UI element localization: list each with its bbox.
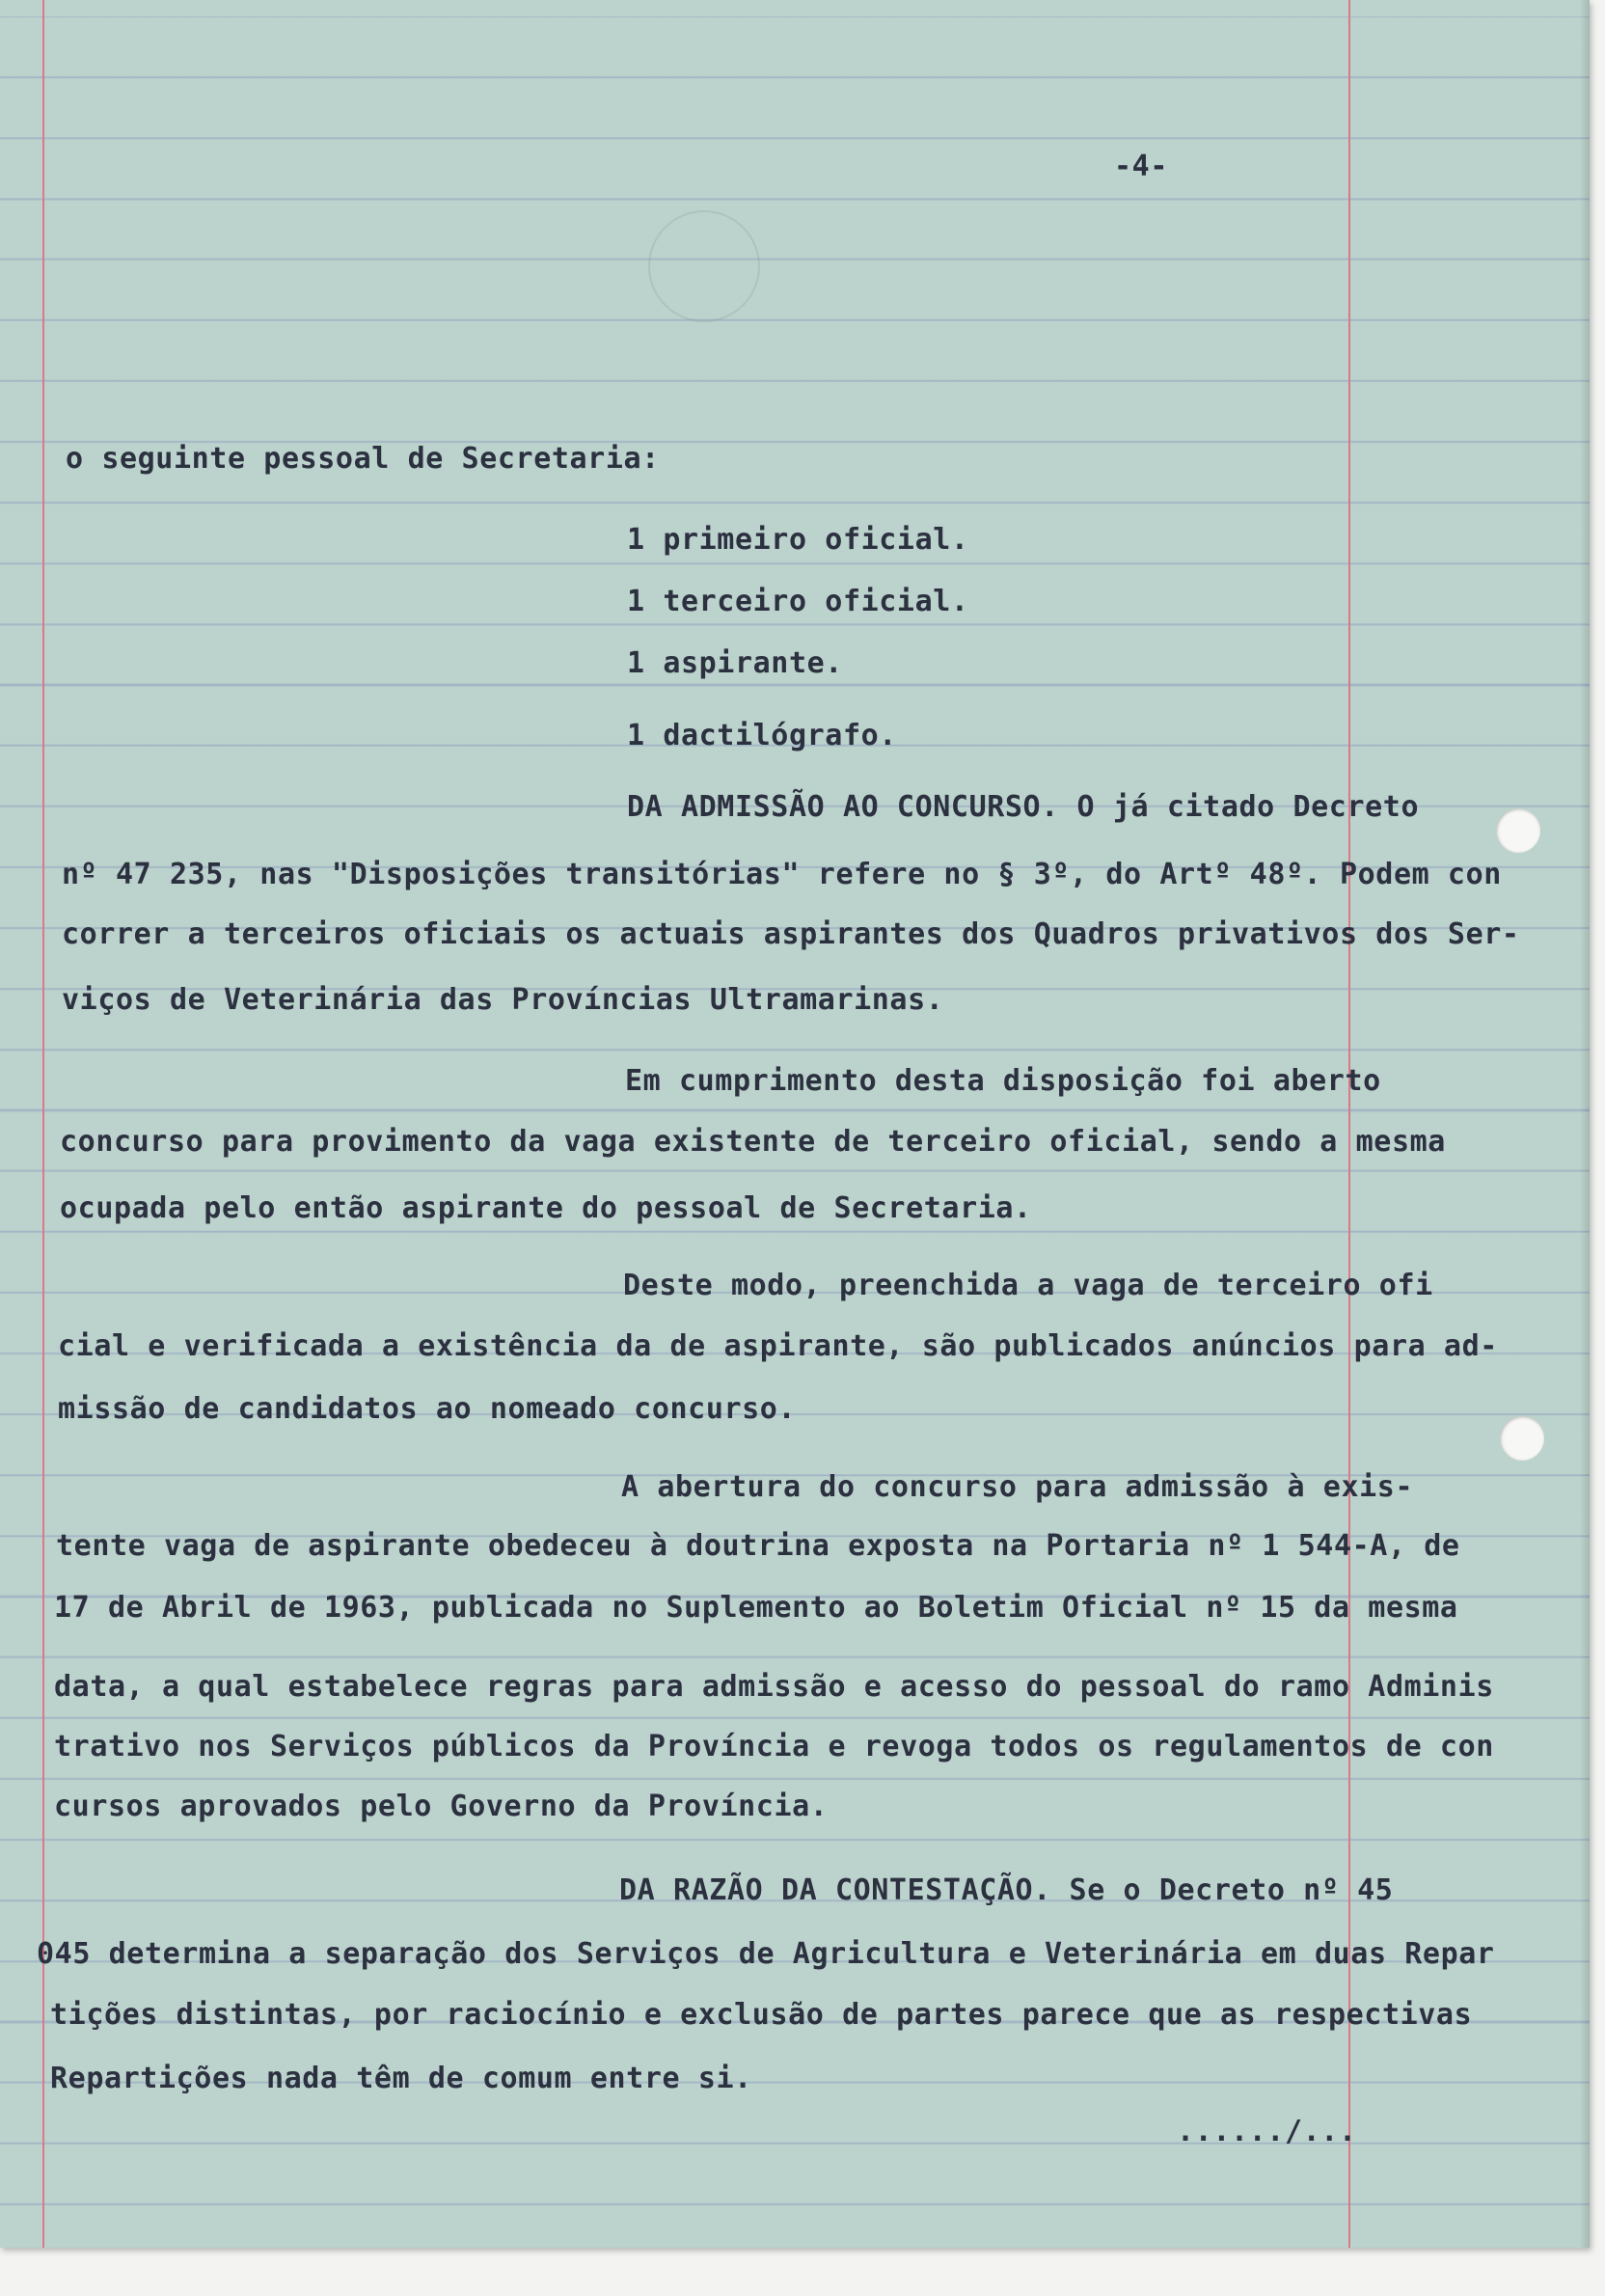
section-admissao-line: nº 47 235, nas "Disposições transitórias" refere no § 3º, do Artº 48º. Podem con (62, 858, 1502, 891)
cumprimento-line: Em cumprimento desta disposição foi aberto (625, 1064, 1381, 1098)
cumprimento-line: concurso para provimento da vaga existente de terceiro oficial, sendo a mesma (60, 1125, 1446, 1159)
staff-item: 1 terceiro oficial. (627, 585, 969, 618)
abertura-line: trativo nos Serviços públicos da Província e revoga todos os regulamentos de con (54, 1730, 1494, 1763)
section-admissao-line: DA ADMISSÃO AO CONCURSO. O já citado Decreto (627, 790, 1420, 824)
staff-item: 1 primeiro oficial. (627, 523, 969, 557)
section-razao-line: DA RAZÃO DA CONTESTAÇÃO. Se o Decreto nº 45 (619, 1873, 1394, 1907)
section-razao-line: tições distintas, por raciocínio e exclusão de partes parece que as respectivas (50, 1998, 1473, 2032)
section-razao-line: Repartições nada têm de comum entre si. (50, 2062, 752, 2095)
section-admissao-line: viços de Veterinária das Províncias Ultramarinas. (62, 983, 944, 1017)
page-edge-shadow (1580, 0, 1590, 2248)
deste-modo-line: cial e verificada a existência da de aspirante, são publicados anúncios para ad- (58, 1329, 1498, 1363)
cumprimento-line: ocupada pelo então aspirante do pessoal de Secretaria. (60, 1191, 1032, 1225)
page-number: -4- (1114, 150, 1168, 183)
abertura-line: data, a qual estabelece regras para admissão e acesso do pessoal do ramo Adminis (54, 1670, 1494, 1704)
left-margin-line (42, 0, 44, 2248)
staff-item: 1 dactilógrafo. (627, 719, 897, 752)
abertura-line: 17 de Abril de 1963, publicada no Suplemento ao Boletim Oficial nº 15 da mesma (54, 1591, 1458, 1625)
punch-hole-bottom (1500, 1416, 1544, 1461)
faint-stamp (648, 210, 760, 322)
section-razao-line: 045 determina a separação dos Serviços de Agricultura e Veterinária em duas Repar (37, 1937, 1495, 1971)
section-admissao-line: correr a terceiros oficiais os actuais aspirantes dos Quadros privativos dos Ser- (62, 917, 1520, 951)
deste-modo-line: missão de candidatos ao nomeado concurso. (58, 1392, 797, 1426)
abertura-line: cursos aprovados pelo Governo da Província. (54, 1790, 829, 1823)
abertura-line: tente vaga de aspirante obedeceu à doutrina exposta na Portaria nº 1 544-A, de (56, 1529, 1460, 1563)
abertura-line: A abertura do concurso para admissão à exis- (621, 1470, 1414, 1504)
opening-line: o seguinte pessoal de Secretaria: (66, 442, 660, 476)
continuation-mark: ....../... (1177, 2115, 1357, 2148)
staff-item: 1 aspirante. (627, 646, 843, 680)
punch-hole-top (1496, 808, 1540, 853)
deste-modo-line: Deste modo, preenchida a vaga de terceiro ofi (623, 1269, 1433, 1302)
right-margin-line (1348, 0, 1350, 2248)
